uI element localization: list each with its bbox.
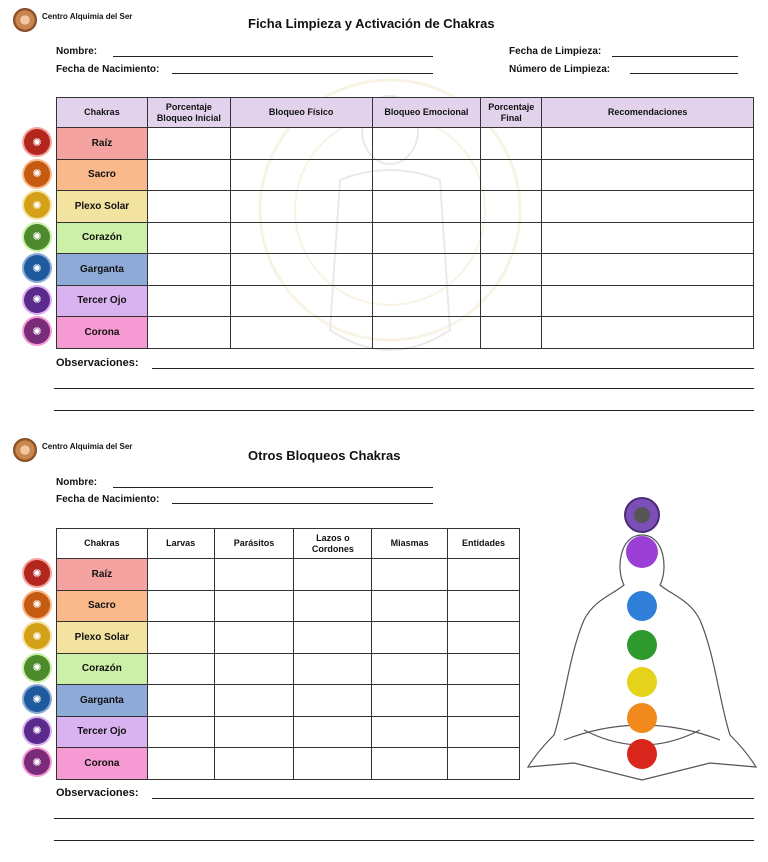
table-row	[57, 622, 520, 654]
entry-cell[interactable]	[372, 222, 481, 254]
chakra-name-cell: Tercer Ojo	[57, 716, 148, 748]
header-chakras: Chakras	[57, 98, 148, 128]
org-logo-2	[13, 438, 37, 462]
entry-cell[interactable]	[372, 590, 448, 622]
entry-cell[interactable]	[230, 222, 372, 254]
header-parasitos: Parásitos	[214, 529, 294, 559]
entry-cell[interactable]	[448, 685, 520, 717]
table-row	[57, 317, 754, 349]
observaciones-line-2[interactable]	[54, 388, 754, 389]
table-row	[57, 191, 754, 223]
nombre-field-2[interactable]	[113, 487, 433, 488]
nombre-field[interactable]	[113, 56, 433, 57]
observaciones-field[interactable]	[152, 368, 754, 369]
entry-cell[interactable]	[214, 559, 294, 591]
header-bloqueo-inicial: Porcentaje Bloqueo Inicial	[147, 98, 230, 128]
chakra-name-cell: Corazón	[57, 653, 148, 685]
entry-cell[interactable]	[147, 559, 214, 591]
entry-cell[interactable]	[230, 254, 372, 286]
entry-cell[interactable]	[294, 685, 372, 717]
org-name: Centro Alquimia del Ser	[42, 12, 133, 21]
header-bloqueo-fisico: Bloqueo Físico	[230, 98, 372, 128]
entry-cell[interactable]	[372, 559, 448, 591]
entry-cell[interactable]	[147, 748, 214, 780]
entry-cell[interactable]	[294, 716, 372, 748]
header-porcentaje-final: Porcentaje Final	[481, 98, 542, 128]
entry-cell[interactable]	[294, 748, 372, 780]
chakra-name-cell: Plexo Solar	[57, 191, 148, 223]
entry-cell[interactable]	[147, 317, 230, 349]
entry-cell[interactable]	[294, 622, 372, 654]
entry-cell[interactable]	[448, 716, 520, 748]
entry-cell[interactable]	[147, 254, 230, 286]
fecha-limpieza-label: Fecha de Limpieza:	[509, 46, 602, 57]
entry-cell[interactable]	[147, 128, 230, 160]
entry-cell[interactable]	[372, 254, 481, 286]
entry-cell[interactable]	[542, 159, 754, 191]
observaciones-line-3[interactable]	[54, 410, 754, 411]
header-bloqueo-emocional: Bloqueo Emocional	[372, 98, 481, 128]
entry-cell[interactable]	[542, 128, 754, 160]
solar-plexus-chakra-symbol	[627, 667, 657, 697]
page-title: Ficha Limpieza y Activación de Chakras	[248, 16, 495, 31]
chakra-name-cell: Corona	[57, 748, 148, 780]
third-eye-chakra-symbol	[626, 536, 658, 568]
nacimiento-label-2: Fecha de Nacimiento:	[56, 494, 160, 505]
entry-cell[interactable]	[448, 653, 520, 685]
observaciones-field-2[interactable]	[152, 798, 754, 799]
entry-cell[interactable]	[147, 716, 214, 748]
heart-chakra-icon: ✺	[24, 655, 50, 681]
chakra-name-cell: Raíz	[57, 559, 148, 591]
entry-cell[interactable]	[481, 159, 542, 191]
chakra-name-cell: Corazón	[57, 222, 148, 254]
nacimiento-field-2[interactable]	[172, 503, 433, 504]
entry-cell[interactable]	[214, 748, 294, 780]
root-chakra-icon: ✺	[24, 129, 50, 155]
table-row	[57, 159, 754, 191]
table-row	[57, 285, 754, 317]
entry-cell[interactable]	[481, 317, 542, 349]
entry-cell[interactable]	[448, 559, 520, 591]
entry-cell[interactable]	[230, 191, 372, 223]
entry-cell[interactable]	[214, 653, 294, 685]
meditation-figure-illustration	[524, 495, 760, 785]
root-chakra-icon: ✺	[24, 560, 50, 586]
entry-cell[interactable]	[214, 622, 294, 654]
entry-cell[interactable]	[372, 748, 448, 780]
chakra-name-cell: Raíz	[57, 128, 148, 160]
chakra-name-cell: Sacro	[57, 590, 148, 622]
observaciones-label: Observaciones:	[56, 357, 139, 369]
nombre-label: Nombre:	[56, 46, 98, 57]
third-eye-chakra-icon: ✺	[24, 718, 50, 744]
entry-cell[interactable]	[147, 222, 230, 254]
entry-cell[interactable]	[448, 590, 520, 622]
entry-cell[interactable]	[481, 285, 542, 317]
heart-chakra-symbol	[627, 630, 657, 660]
entry-cell[interactable]	[294, 653, 372, 685]
entry-cell[interactable]	[372, 159, 481, 191]
sacral-chakra-icon: ✺	[24, 161, 50, 187]
entry-cell[interactable]	[372, 716, 448, 748]
chakra-name-cell: Plexo Solar	[57, 622, 148, 654]
entry-cell[interactable]	[230, 317, 372, 349]
entry-cell[interactable]	[448, 748, 520, 780]
throat-chakra-symbol	[627, 591, 657, 621]
root-chakra-symbol	[627, 739, 657, 769]
table-row	[57, 716, 520, 748]
chakra-name-cell: Garganta	[57, 254, 148, 286]
nombre-label-2: Nombre:	[56, 477, 98, 488]
entry-cell[interactable]	[542, 317, 754, 349]
entry-cell[interactable]	[481, 191, 542, 223]
entry-cell[interactable]	[294, 590, 372, 622]
entry-cell[interactable]	[214, 716, 294, 748]
crown-chakra-icon: ✺	[24, 749, 50, 775]
org-name-2: Centro Alquimia del Ser	[42, 442, 133, 451]
other-blocks-table	[56, 528, 520, 780]
entry-cell[interactable]	[214, 685, 294, 717]
entry-cell[interactable]	[542, 191, 754, 223]
entry-cell[interactable]	[542, 254, 754, 286]
observaciones-label-2: Observaciones:	[56, 787, 139, 799]
observaciones-line-2b[interactable]	[54, 818, 754, 819]
chakra-cleaning-table	[56, 97, 754, 349]
heart-chakra-icon: ✺	[24, 224, 50, 250]
entry-cell[interactable]	[147, 285, 230, 317]
entry-cell[interactable]	[214, 590, 294, 622]
entry-cell[interactable]	[481, 222, 542, 254]
entry-cell[interactable]	[481, 128, 542, 160]
entry-cell[interactable]	[147, 191, 230, 223]
crown-chakra-icon: ✺	[24, 318, 50, 344]
nacimiento-label: Fecha de Nacimiento:	[56, 64, 160, 75]
header-entidades: Entidades	[448, 529, 520, 559]
entry-cell[interactable]	[294, 559, 372, 591]
entry-cell[interactable]	[230, 128, 372, 160]
chakra-name-cell: Garganta	[57, 685, 148, 717]
table-row	[57, 685, 520, 717]
numero-limpieza-label: Número de Limpieza:	[509, 64, 611, 75]
entry-cell[interactable]	[448, 622, 520, 654]
throat-chakra-icon: ✺	[24, 255, 50, 281]
chakra-name-cell: Tercer Ojo	[57, 285, 148, 317]
header-recomendaciones: Recomendaciones	[542, 98, 754, 128]
table-row	[57, 748, 520, 780]
entry-cell[interactable]	[147, 622, 214, 654]
entry-cell[interactable]	[147, 159, 230, 191]
entry-cell[interactable]	[542, 222, 754, 254]
entry-cell[interactable]	[230, 159, 372, 191]
sacral-chakra-symbol	[627, 703, 657, 733]
header-chakras-2: Chakras	[57, 529, 148, 559]
page-title-2: Otros Bloqueos Chakras	[248, 448, 401, 463]
entry-cell[interactable]	[372, 285, 481, 317]
throat-chakra-icon: ✺	[24, 686, 50, 712]
chakra-name-cell: Corona	[57, 317, 148, 349]
entry-cell[interactable]	[372, 128, 481, 160]
entry-cell[interactable]	[147, 685, 214, 717]
sacral-chakra-icon: ✺	[24, 592, 50, 618]
entry-cell[interactable]	[481, 254, 542, 286]
third-eye-chakra-icon: ✺	[24, 287, 50, 313]
table-row	[57, 653, 520, 685]
solar-plexus-chakra-icon: ✺	[24, 623, 50, 649]
table-row	[57, 128, 754, 160]
table-row	[57, 559, 520, 591]
entry-cell[interactable]	[372, 317, 481, 349]
entry-cell[interactable]	[372, 191, 481, 223]
observaciones-line-3b[interactable]	[54, 840, 754, 841]
org-logo	[13, 8, 37, 32]
entry-cell[interactable]	[542, 285, 754, 317]
header-lazos: Lazos o Cordones	[294, 529, 372, 559]
header-miasmas: Miasmas	[372, 529, 448, 559]
entry-cell[interactable]	[147, 590, 214, 622]
numero-limpieza-field[interactable]	[630, 73, 738, 74]
entry-cell[interactable]	[230, 285, 372, 317]
table-row	[57, 590, 520, 622]
entry-cell[interactable]	[372, 685, 448, 717]
table-row	[57, 222, 754, 254]
table-row	[57, 254, 754, 286]
solar-plexus-chakra-icon: ✺	[24, 192, 50, 218]
entry-cell[interactable]	[147, 653, 214, 685]
entry-cell[interactable]	[372, 653, 448, 685]
header-larvas: Larvas	[147, 529, 214, 559]
entry-cell[interactable]	[372, 622, 448, 654]
chakra-name-cell: Sacro	[57, 159, 148, 191]
fecha-limpieza-field[interactable]	[612, 56, 738, 57]
